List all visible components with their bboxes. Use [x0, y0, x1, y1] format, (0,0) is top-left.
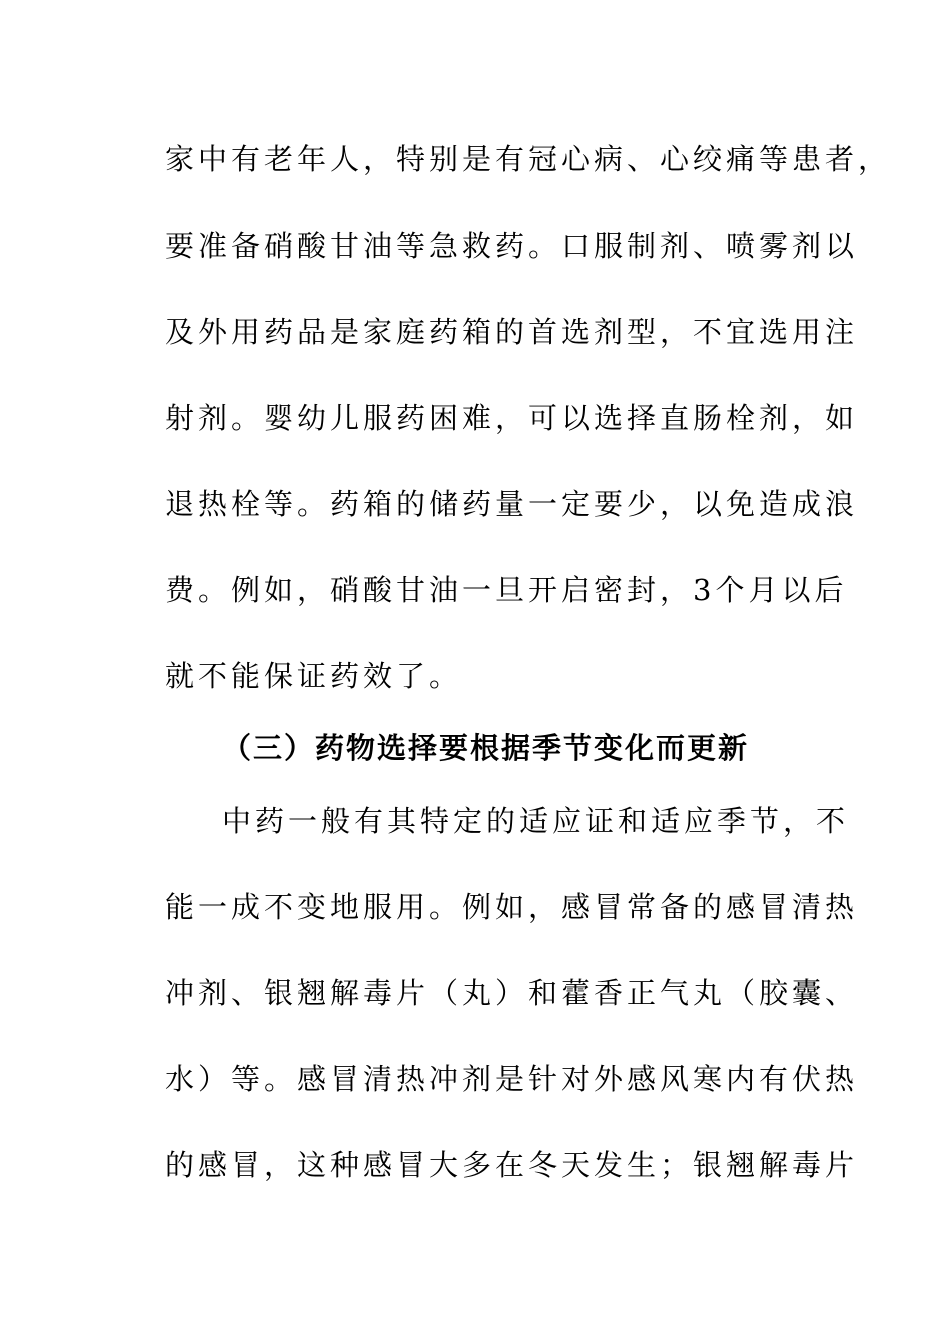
section-heading: （三）药物选择要根据季节变化而更新: [222, 731, 750, 765]
paragraph-line: 冲剂、银翘解毒片（丸）和藿香正气丸（胶囊、: [165, 976, 859, 1010]
text-line: 及外用药品是家庭药箱的首选剂型，不宜选用注: [165, 315, 859, 349]
text-line: 就不能保证药效了。: [165, 659, 463, 693]
paragraph-line: 中药一般有其特定的适应证和适应季节，不: [222, 804, 850, 838]
text-line: 费。例如，硝酸甘油一旦开启密封，3个月以后: [165, 573, 848, 607]
paragraph-line: 的感冒，这种感冒大多在冬天发生；银翘解毒片: [165, 1148, 859, 1182]
text-line: 家中有老年人，特别是有冠心病、心绞痛等患者，: [165, 142, 892, 176]
text-line: 退热栓等。药箱的储药量一定要少，以免造成浪: [165, 487, 859, 521]
text-line: 要准备硝酸甘油等急救药。口服制剂、喷雾剂以: [165, 229, 859, 263]
text-line: 射剂。婴幼儿服药困难，可以选择直肠栓剂，如: [165, 401, 859, 435]
paragraph-line: 能一成不变地服用。例如，感冒常备的感冒清热: [165, 890, 859, 924]
paragraph-line: 水）等。感冒清热冲剂是针对外感风寒内有伏热: [165, 1062, 859, 1096]
